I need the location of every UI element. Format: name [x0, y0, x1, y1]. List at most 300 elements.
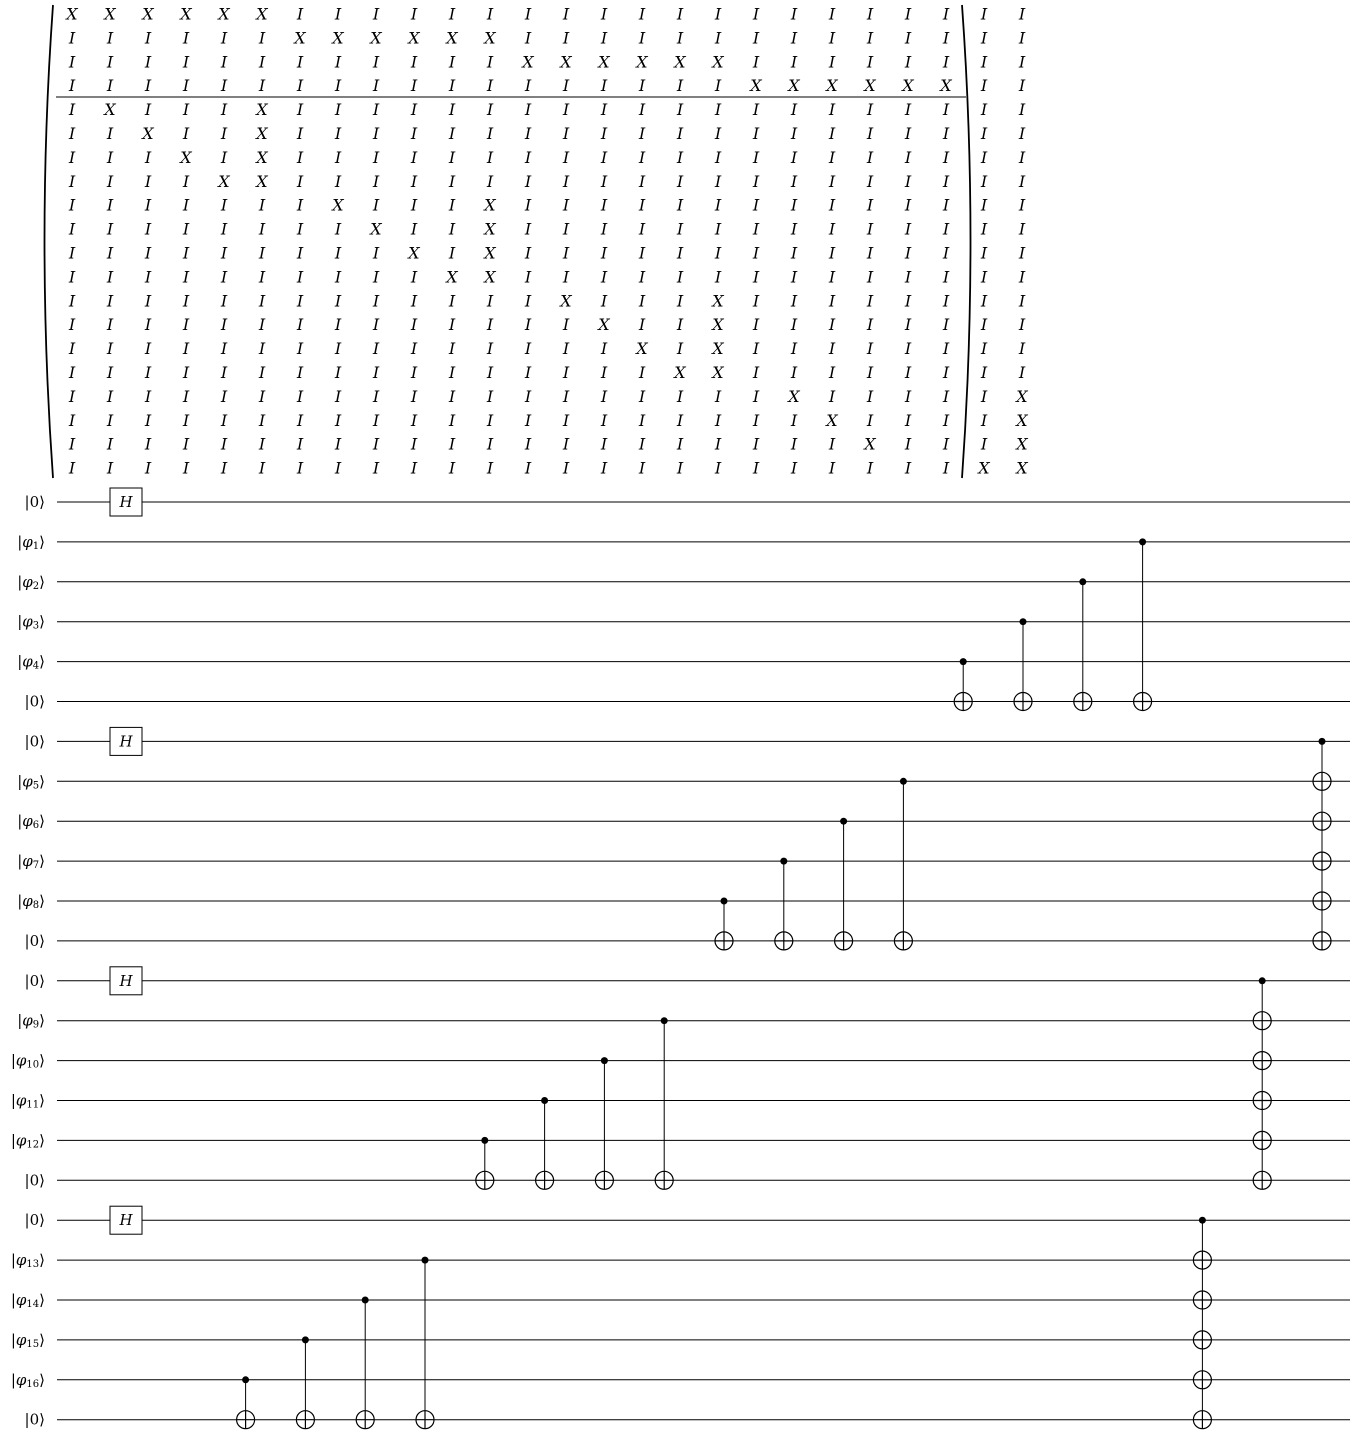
matrix-cell: I [600, 147, 608, 167]
matrix-cell: I [638, 100, 646, 120]
matrix-cell: I [1018, 76, 1026, 96]
matrix-cell: X [940, 76, 952, 96]
matrix-cell: I [714, 28, 722, 48]
matrix-cell: I [714, 195, 722, 215]
matrix-cell: I [980, 100, 988, 120]
matrix-cell: I [106, 195, 114, 215]
cnot-gate [1074, 578, 1092, 710]
matrix-cell: I [1018, 147, 1026, 167]
matrix-cell: I [410, 291, 418, 311]
matrix-cell: I [486, 291, 494, 311]
matrix-cell: I [904, 171, 912, 191]
matrix-cell: I [448, 195, 456, 215]
matrix-cell: I [524, 28, 532, 48]
cnot-target [1253, 1092, 1271, 1110]
wire-ket-label: |0⟩ [24, 692, 45, 711]
matrix-cell: I [980, 28, 988, 48]
matrix-cell: I [638, 219, 646, 239]
matrix-cell: I [866, 386, 874, 406]
matrix-cell: I [296, 458, 304, 478]
matrix-cell: I [486, 434, 494, 454]
wire-ket-label: $|\varphi_1⟩$ [17, 532, 45, 552]
matrix-cell: I [942, 339, 950, 359]
matrix-cell: I [638, 243, 646, 263]
matrix-cell: I [562, 100, 570, 120]
matrix-cell: I [980, 339, 988, 359]
matrix-cell: I [372, 100, 380, 120]
matrix-cell: I [638, 363, 646, 382]
matrix-cell: I [562, 171, 570, 191]
matrix-cell: I [638, 267, 646, 287]
matrix-cell: I [182, 410, 190, 430]
matrix-cell: I [942, 458, 950, 478]
matrix-cell: I [676, 410, 684, 430]
matrix-cell: I [334, 171, 342, 191]
matrix-cell: I [524, 458, 532, 478]
matrix-cell: I [904, 195, 912, 215]
control-dot [422, 1257, 429, 1264]
matrix-cell: I [638, 386, 646, 406]
matrix-cell: I [1018, 195, 1026, 215]
matrix-cell: I [676, 124, 684, 143]
matrix-cell: I [866, 458, 874, 478]
matrix-cell: I [524, 267, 532, 287]
matrix-cell: I [1018, 339, 1026, 359]
matrix-cell: X [256, 147, 268, 167]
matrix-cell: I [980, 315, 988, 335]
matrix-cell: I [68, 219, 76, 239]
matrix-cell: I [220, 386, 228, 406]
matrix-cell: I [258, 28, 266, 48]
matrix-cell: I [182, 76, 190, 96]
matrix-cell: I [600, 410, 608, 430]
matrix-cell: I [942, 4, 950, 24]
matrix-cell: I [486, 315, 494, 335]
matrix-cell: I [410, 100, 418, 120]
matrix-cell: I [68, 28, 76, 48]
matrix-cell: X [332, 28, 344, 48]
matrix-cell: I [296, 195, 304, 215]
cnot-target [476, 1171, 494, 1189]
cnot-gate [894, 778, 912, 950]
matrix-cell: I [942, 386, 950, 406]
matrix-cell: I [1018, 28, 1026, 48]
matrix-cell: I [486, 339, 494, 359]
matrix-cell: X [712, 363, 724, 382]
control-dot [302, 1336, 309, 1343]
matrix-cell: I [676, 4, 684, 24]
matrix-cell: I [524, 100, 532, 120]
matrix-cell: I [182, 195, 190, 215]
matrix-cell: I [752, 171, 760, 191]
cnot-target [1313, 772, 1331, 790]
matrix-cell: X [712, 339, 724, 359]
matrix-cell: I [524, 339, 532, 359]
matrix-cell: X [1016, 386, 1028, 406]
control-dot [780, 858, 787, 865]
matrix-cell: I [372, 291, 380, 311]
matrix-cell: X [864, 434, 876, 454]
matrix-cell: I [904, 4, 912, 24]
matrix-cell: I [980, 195, 988, 215]
cnot-gate [1253, 977, 1271, 1189]
matrix-cell: I [68, 100, 76, 120]
matrix-cell: I [410, 410, 418, 430]
cnot-target [1253, 1012, 1271, 1030]
matrix-cell: I [980, 243, 988, 263]
matrix-cell: I [828, 291, 836, 311]
matrix-cell: I [752, 363, 760, 382]
matrix-cell: I [790, 4, 798, 24]
cnot-target [894, 932, 912, 950]
matrix-cell: I [334, 52, 342, 72]
matrix-cell: I [866, 195, 874, 215]
matrix-cell: I [828, 100, 836, 120]
hadamard-label: H [119, 1211, 133, 1230]
matrix-cell: I [714, 171, 722, 191]
matrix-cell: I [980, 4, 988, 24]
control-dot [721, 898, 728, 905]
matrix-cell: I [144, 458, 152, 478]
matrix-cell: I [372, 267, 380, 287]
quantum-circuit [11, 488, 1354, 1429]
matrix-cell: I [410, 339, 418, 359]
cnot-gate [536, 1097, 554, 1189]
wire-ket-label: |0⟩ [24, 1410, 45, 1429]
cnot-target [1313, 932, 1331, 950]
matrix-cell: I [334, 100, 342, 120]
matrix-cell: I [638, 4, 646, 24]
matrix-cell: I [1018, 291, 1026, 311]
matrix-cell: I [182, 219, 190, 239]
matrix-cell: I [1018, 52, 1026, 72]
matrix-cell: X [142, 4, 154, 24]
matrix-cell: I [752, 291, 760, 311]
matrix-cell: I [106, 363, 114, 382]
matrix-cell: I [790, 195, 798, 215]
matrix-cell: I [714, 267, 722, 287]
matrix-cell: I [448, 410, 456, 430]
matrix-cell: I [904, 458, 912, 478]
matrix-cell: I [334, 243, 342, 263]
matrix-cell: I [448, 219, 456, 239]
matrix-cell: I [638, 195, 646, 215]
matrix-cell: I [68, 124, 76, 143]
matrix-cell: X [1016, 434, 1028, 454]
matrix-cell: I [904, 363, 912, 382]
matrix-cell: I [372, 410, 380, 430]
matrix-cell: X [104, 100, 116, 120]
matrix-cell: I [296, 386, 304, 406]
cnot-target [715, 932, 733, 950]
matrix-cell: I [144, 28, 152, 48]
matrix-cell: I [866, 147, 874, 167]
matrix-cell: I [486, 100, 494, 120]
matrix-cell: I [562, 363, 570, 382]
matrix-cell: I [106, 339, 114, 359]
cnot-target [1193, 1291, 1211, 1309]
wire-ket-label: |0⟩ [24, 931, 45, 950]
cnot-gate [1134, 538, 1152, 710]
cnot-target [655, 1171, 673, 1189]
matrix-cell: I [828, 243, 836, 263]
matrix-cell: I [866, 243, 874, 263]
matrix-cell: I [752, 100, 760, 120]
matrix-cell: I [524, 315, 532, 335]
matrix-cell: X [484, 219, 496, 239]
matrix-cell: I [600, 100, 608, 120]
matrix-cell: I [676, 339, 684, 359]
matrix-cell: I [410, 267, 418, 287]
matrix-cell: I [942, 434, 950, 454]
matrix-cell: I [600, 243, 608, 263]
matrix-cell: I [486, 76, 494, 96]
matrix-cell: I [904, 219, 912, 239]
cnot-target [1134, 693, 1152, 711]
matrix-cell: I [448, 147, 456, 167]
matrix-cell: I [106, 243, 114, 263]
matrix-cell: I [1018, 124, 1026, 143]
cnot-target [775, 932, 793, 950]
matrix-cell: I [562, 147, 570, 167]
matrix-cell: I [676, 76, 684, 96]
matrix-cell: I [866, 291, 874, 311]
matrix-cell: I [334, 219, 342, 239]
matrix-cell: X [1016, 410, 1028, 430]
matrix-cell: I [638, 76, 646, 96]
matrix-cell: I [980, 410, 988, 430]
matrix-cell: I [486, 458, 494, 478]
matrix-cell: X [180, 147, 192, 167]
matrix-cell: X [636, 339, 648, 359]
matrix-cell: I [714, 243, 722, 263]
control-dot [1259, 977, 1266, 984]
cnot-gate [954, 658, 972, 710]
matrix-cell: I [334, 76, 342, 96]
matrix-cell: I [866, 171, 874, 191]
matrix-cell: I [790, 171, 798, 191]
matrix-cell: I [790, 267, 798, 287]
matrix-cell: I [182, 458, 190, 478]
matrix-cell: X [66, 4, 78, 24]
matrix-cell: I [942, 28, 950, 48]
matrix-cell: I [486, 410, 494, 430]
matrix-cell: I [144, 171, 152, 191]
matrix-cell: I [904, 267, 912, 287]
matrix-cell: I [68, 458, 76, 478]
matrix-cell: I [68, 315, 76, 335]
matrix-cell: I [296, 315, 304, 335]
matrix-cell: I [980, 171, 988, 191]
wire-ket-label: $|\varphi_{12}⟩$ [10, 1131, 45, 1150]
matrix-cell: I [220, 267, 228, 287]
matrix-cell: I [1018, 171, 1026, 191]
matrix-cell: I [790, 291, 798, 311]
matrix-cell: I [828, 363, 836, 382]
matrix-cell: X [978, 458, 990, 478]
matrix-cell: I [828, 434, 836, 454]
control-dot [960, 658, 967, 665]
matrix-cell: I [410, 171, 418, 191]
matrix-cell: I [144, 315, 152, 335]
matrix-cell: I [752, 4, 760, 24]
matrix-cell: I [828, 267, 836, 287]
matrix-cell: I [220, 363, 228, 382]
matrix-cell: I [182, 339, 190, 359]
matrix-cell: I [258, 434, 266, 454]
matrix-cell: I [106, 267, 114, 287]
wire-ket-label: $|\varphi_6⟩$ [17, 812, 45, 831]
matrix-cell: I [334, 124, 342, 143]
matrix-cell: I [410, 458, 418, 478]
matrix-cell: I [182, 386, 190, 406]
matrix-cell: I [372, 76, 380, 96]
matrix-cell: I [182, 28, 190, 48]
matrix-cell: I [980, 267, 988, 287]
matrix-cell: I [1018, 100, 1026, 120]
matrix-cell: I [296, 52, 304, 72]
matrix-cell: X [256, 100, 268, 120]
matrix-cell: X [712, 291, 724, 311]
matrix-cell: I [296, 100, 304, 120]
matrix-cell: I [790, 147, 798, 167]
matrix-cell: I [600, 363, 608, 382]
matrix-cell: I [220, 147, 228, 167]
matrix-cell: I [182, 243, 190, 263]
matrix-cell: I [942, 410, 950, 430]
matrix-cell: I [790, 243, 798, 263]
cnot-gate [416, 1257, 434, 1429]
matrix-cell: I [182, 124, 190, 143]
matrix-cell: I [486, 4, 494, 24]
matrix-cell: I [220, 434, 228, 454]
wire-ket-label: $|\varphi_{16}⟩$ [10, 1370, 45, 1390]
matrix-cell: I [1018, 267, 1026, 287]
matrix-cell: I [106, 386, 114, 406]
matrix-cell: I [220, 52, 228, 72]
matrix-cell: I [144, 147, 152, 167]
matrix-cell: X [142, 124, 154, 143]
matrix-cell: I [334, 291, 342, 311]
matrix-cell: I [676, 315, 684, 335]
matrix-cell: I [790, 339, 798, 359]
matrix-cell: I [372, 195, 380, 215]
cnot-target [1193, 1411, 1211, 1429]
control-dot [481, 1137, 488, 1144]
matrix-cell: I [296, 243, 304, 263]
matrix-cell: I [182, 363, 190, 382]
matrix-cell: X [788, 386, 800, 406]
matrix-cell: I [600, 434, 608, 454]
matrix-cell: I [562, 339, 570, 359]
control-dot [1199, 1217, 1206, 1224]
wire-ket-label: $|\varphi_{15}⟩$ [10, 1330, 45, 1350]
matrix-cell: I [220, 458, 228, 478]
matrix-cell: I [600, 339, 608, 359]
matrix-cell: I [296, 410, 304, 430]
matrix-cell: I [942, 291, 950, 311]
matrix-cell: I [372, 386, 380, 406]
matrix-cell: I [752, 52, 760, 72]
matrix-cell: I [372, 363, 380, 382]
matrix-cell: I [676, 291, 684, 311]
matrix-cell: I [486, 386, 494, 406]
matrix-cell: I [144, 291, 152, 311]
wire-ket-label: |0⟩ [24, 1211, 45, 1230]
matrix-cell: X [560, 52, 572, 72]
matrix-cell: I [942, 147, 950, 167]
matrix-cell: I [372, 458, 380, 478]
matrix-cell: I [638, 291, 646, 311]
matrix-cell: I [676, 434, 684, 454]
cnot-target [237, 1411, 255, 1429]
matrix-cell: I [258, 291, 266, 311]
matrix-cell: I [866, 267, 874, 287]
matrix-cell: I [524, 195, 532, 215]
wire-ket-label: $|\varphi_4⟩$ [17, 652, 45, 672]
matrix-cell: I [562, 243, 570, 263]
matrix-cell: I [448, 243, 456, 263]
matrix-cell: I [144, 76, 152, 96]
matrix-cell: I [828, 124, 836, 143]
cnot-gate [476, 1137, 494, 1189]
matrix-cell: I [220, 124, 228, 143]
matrix-cell: I [220, 195, 228, 215]
matrix-cell: I [752, 219, 760, 239]
matrix-cell: I [790, 52, 798, 72]
matrix-cell: X [446, 28, 458, 48]
control-dot [1319, 738, 1326, 745]
matrix-cell: I [486, 363, 494, 382]
control-dot [242, 1376, 249, 1383]
matrix-cell: I [144, 386, 152, 406]
matrix-cell: I [448, 339, 456, 359]
matrix-cell: I [1018, 315, 1026, 335]
matrix-cell: I [448, 76, 456, 96]
matrix-cell: I [296, 76, 304, 96]
matrix-cell: I [942, 315, 950, 335]
matrix-cell: I [68, 171, 76, 191]
matrix-cell: X [484, 267, 496, 287]
matrix-cell: I [790, 315, 798, 335]
matrix-cell: I [638, 147, 646, 167]
matrix-cell: I [866, 100, 874, 120]
matrix-cell: I [410, 147, 418, 167]
matrix-cell: X [256, 171, 268, 191]
matrix-cell: X [1016, 458, 1028, 478]
cnot-gate [655, 1017, 673, 1189]
matrix-cell: I [144, 434, 152, 454]
matrix-cell: I [904, 410, 912, 430]
matrix-cell: X [560, 291, 572, 311]
matrix-cell: I [828, 28, 836, 48]
matrix-cell: I [676, 458, 684, 478]
matrix-cell: I [448, 458, 456, 478]
matrix-cell: I [752, 458, 760, 478]
matrix-cell: I [486, 147, 494, 167]
matrix-cell: I [410, 76, 418, 96]
matrix-cell: X [636, 52, 648, 72]
matrix-cell: I [410, 363, 418, 382]
matrix-cell: I [334, 386, 342, 406]
control-dot [1079, 578, 1086, 585]
matrix-cell: I [828, 171, 836, 191]
matrix-cell: I [600, 291, 608, 311]
matrix-cell: X [446, 267, 458, 287]
matrix-cell: I [334, 434, 342, 454]
matrix-cell: I [144, 410, 152, 430]
matrix-cell: I [980, 76, 988, 96]
